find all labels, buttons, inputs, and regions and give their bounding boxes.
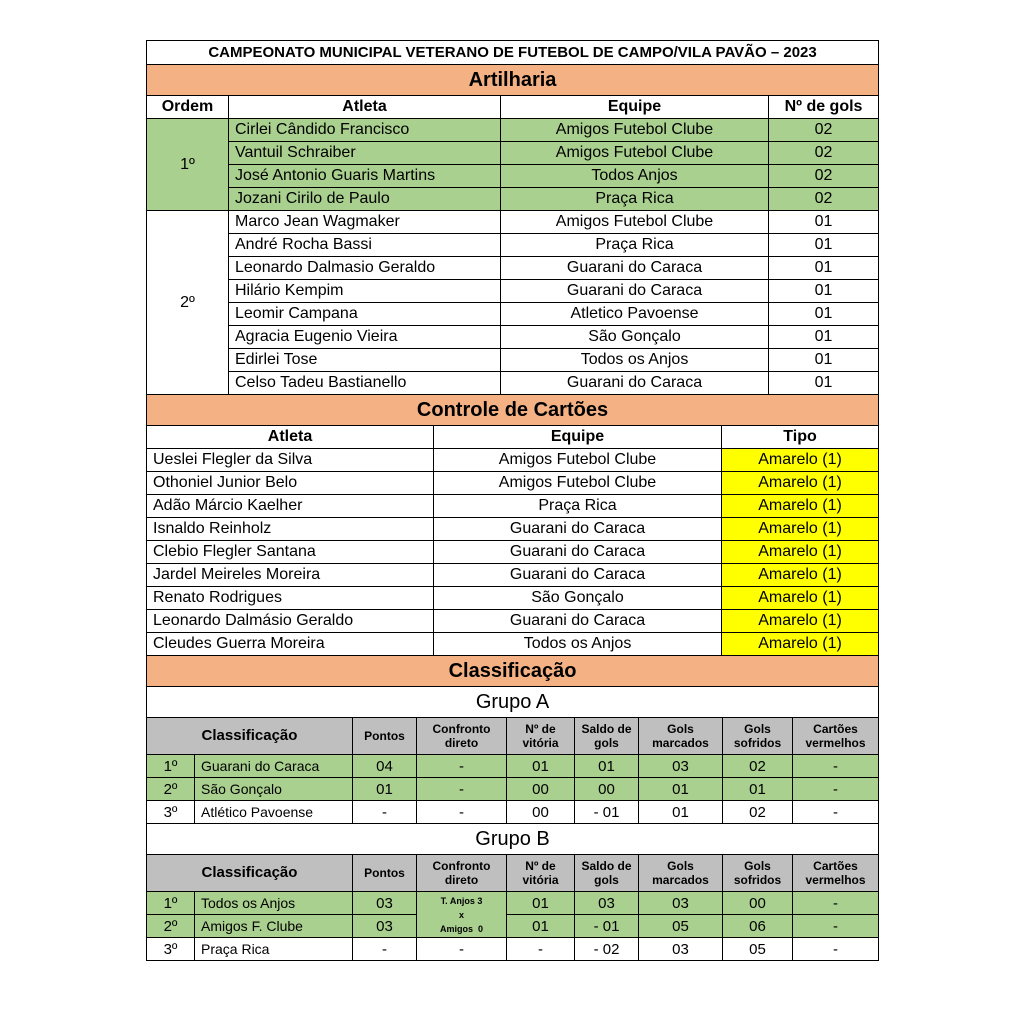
table-row (147, 755, 879, 778)
team-cell: Praça Rica (195, 938, 353, 961)
table-row (147, 165, 879, 188)
atleta-cell: Cleudes Guerra Moreira (147, 633, 434, 656)
atleta-cell: Jardel Meireles Moreira (147, 564, 434, 587)
table-row (147, 211, 879, 234)
sofridos-cell: 02 (723, 755, 793, 778)
group-title-b: Grupo B (147, 824, 879, 855)
sofridos-cell: 00 (723, 892, 793, 915)
atleta-cell: Hilário Kempim (229, 280, 501, 303)
table-row (147, 610, 879, 633)
header-ordem: Ordem (147, 96, 229, 119)
marcados-cell: 01 (639, 778, 723, 801)
header-confronto: Confronto direto (417, 855, 507, 892)
header-vermelhos: Cartões vermelhos (793, 718, 879, 755)
equipe-cell: Praça Rica (501, 234, 769, 257)
atleta-cell: Leomir Campana (229, 303, 501, 326)
gols-cell: 01 (769, 372, 879, 395)
pontos-cell: 01 (353, 778, 417, 801)
atleta-cell: Jozani Cirilo de Paulo (229, 188, 501, 211)
table-row (147, 564, 879, 587)
vitorias-cell: 00 (507, 801, 575, 824)
atleta-cell: Leonardo Dalmásio Geraldo (147, 610, 434, 633)
equipe-cell: Guarani do Caraca (434, 518, 722, 541)
table-row (147, 778, 879, 801)
card-type-cell: Amarelo (1) (722, 472, 879, 495)
artilharia-table (146, 40, 879, 395)
saldo-cell: - 02 (575, 938, 639, 961)
position-cell: 2º (147, 915, 195, 938)
classificacao-table (146, 655, 879, 961)
position-cell: 1º (147, 892, 195, 915)
atleta-cell: Marco Jean Wagmaker (229, 211, 501, 234)
sofridos-cell: 05 (723, 938, 793, 961)
equipe-cell: Guarani do Caraca (501, 372, 769, 395)
gols-cell: 01 (769, 257, 879, 280)
table-row (147, 119, 879, 142)
cartoes-table (146, 394, 879, 656)
table-row (147, 915, 879, 938)
team-cell: Guarani do Caraca (195, 755, 353, 778)
equipe-cell: Todos Anjos (501, 165, 769, 188)
vermelhos-cell: - (793, 892, 879, 915)
position-cell: 3º (147, 938, 195, 961)
equipe-cell: Guarani do Caraca (501, 280, 769, 303)
equipe-cell: Praça Rica (434, 495, 722, 518)
pontos-cell: 03 (353, 915, 417, 938)
confronto-direto-cell (417, 892, 507, 938)
section-title-classificacao: Classificação (147, 656, 879, 687)
table-row (147, 518, 879, 541)
header-marcados: Gols marcados (639, 718, 723, 755)
header-vermelhos: Cartões vermelhos (793, 855, 879, 892)
gols-cell: 01 (769, 303, 879, 326)
section-title-artilharia: Artilharia (147, 65, 879, 96)
atleta-cell: Vantuil Schraiber (229, 142, 501, 165)
table-row (147, 587, 879, 610)
card-type-cell: Amarelo (1) (722, 564, 879, 587)
header-saldo: Saldo de gols (575, 718, 639, 755)
saldo-cell: - 01 (575, 801, 639, 824)
marcados-cell: 01 (639, 801, 723, 824)
atleta-cell: Cirlei Cândido Francisco (229, 119, 501, 142)
position-cell: 2º (147, 778, 195, 801)
atleta-cell: José Antonio Guaris Martins (229, 165, 501, 188)
header-sofridos: Gols sofridos (723, 718, 793, 755)
confronto-line-2: x (458, 909, 464, 920)
saldo-cell: 01 (575, 755, 639, 778)
table-row (147, 234, 879, 257)
equipe-cell: Todos os Anjos (434, 633, 722, 656)
card-type-cell: Amarelo (1) (722, 518, 879, 541)
pontos-cell: 03 (353, 892, 417, 915)
confronto-line-1: T. Anjos 3 (440, 895, 483, 906)
equipe-cell: Guarani do Caraca (434, 564, 722, 587)
table-row (147, 188, 879, 211)
marcados-cell: 03 (639, 892, 723, 915)
card-type-cell: Amarelo (1) (722, 495, 879, 518)
sofridos-cell: 02 (723, 801, 793, 824)
team-cell: São Gonçalo (195, 778, 353, 801)
equipe-cell: Praça Rica (501, 188, 769, 211)
position-cell: 1º (147, 755, 195, 778)
sofridos-cell: 01 (723, 778, 793, 801)
pontos-cell: 04 (353, 755, 417, 778)
section-title-cartoes: Controle de Cartões (147, 395, 879, 426)
table-row (147, 541, 879, 564)
header-marcados: Gols marcados (639, 855, 723, 892)
header-atleta: Atleta (147, 426, 434, 449)
equipe-cell: Amigos Futebol Clube (501, 142, 769, 165)
table-row (147, 449, 879, 472)
saldo-cell: 00 (575, 778, 639, 801)
confronto-cell: - (417, 755, 507, 778)
gols-cell: 01 (769, 234, 879, 257)
gols-cell: 02 (769, 165, 879, 188)
table-row (147, 142, 879, 165)
position-cell: 3º (147, 801, 195, 824)
table-row (147, 326, 879, 349)
gols-cell: 01 (769, 211, 879, 234)
card-type-cell: Amarelo (1) (722, 449, 879, 472)
vermelhos-cell: - (793, 778, 879, 801)
atleta-cell: Leonardo Dalmasio Geraldo (229, 257, 501, 280)
pontos-cell: - (353, 938, 417, 961)
equipe-cell: Guarani do Caraca (434, 610, 722, 633)
vermelhos-cell: - (793, 755, 879, 778)
confronto-cell: - (417, 801, 507, 824)
vitorias-cell: 00 (507, 778, 575, 801)
table-row (147, 280, 879, 303)
document-sheet (146, 40, 878, 961)
header-confronto: Confronto direto (417, 718, 507, 755)
atleta-cell: Edirlei Tose (229, 349, 501, 372)
table-row (147, 303, 879, 326)
header-equipe: Equipe (434, 426, 722, 449)
gols-cell: 02 (769, 142, 879, 165)
equipe-cell: Amigos Futebol Clube (434, 449, 722, 472)
table-row (147, 495, 879, 518)
confronto-line-3: Amigos 0 (439, 923, 483, 934)
atleta-cell: André Rocha Bassi (229, 234, 501, 257)
table-row (147, 892, 879, 915)
vermelhos-cell: - (793, 801, 879, 824)
gols-cell: 01 (769, 349, 879, 372)
vitorias-cell: 01 (507, 892, 575, 915)
atleta-cell: Clebio Flegler Santana (147, 541, 434, 564)
equipe-cell: Guarani do Caraca (434, 541, 722, 564)
gols-cell: 02 (769, 188, 879, 211)
vermelhos-cell: - (793, 938, 879, 961)
confronto-cell: - (417, 778, 507, 801)
team-cell: Todos os Anjos (195, 892, 353, 915)
vitorias-cell: 01 (507, 915, 575, 938)
atleta-cell: Agracia Eugenio Vieira (229, 326, 501, 349)
pontos-cell: - (353, 801, 417, 824)
saldo-cell: 03 (575, 892, 639, 915)
equipe-cell: São Gonçalo (434, 587, 722, 610)
rank-cell: 1º (147, 119, 229, 211)
atleta-cell: Celso Tadeu Bastianello (229, 372, 501, 395)
atleta-cell: Adão Márcio Kaelher (147, 495, 434, 518)
header-classificacao: Classificação (147, 855, 353, 892)
vermelhos-cell: - (793, 915, 879, 938)
table-row (147, 349, 879, 372)
equipe-cell: Amigos Futebol Clube (434, 472, 722, 495)
table-row (147, 633, 879, 656)
header-pontos: Pontos (353, 855, 417, 892)
gols-cell: 01 (769, 326, 879, 349)
team-cell: Amigos F. Clube (195, 915, 353, 938)
equipe-cell: Amigos Futebol Clube (501, 211, 769, 234)
vitorias-cell: 01 (507, 755, 575, 778)
equipe-cell: Atletico Pavoense (501, 303, 769, 326)
header-sofridos: Gols sofridos (723, 855, 793, 892)
header-pontos: Pontos (353, 718, 417, 755)
card-type-cell: Amarelo (1) (722, 610, 879, 633)
equipe-cell: Guarani do Caraca (501, 257, 769, 280)
equipe-cell: Todos os Anjos (501, 349, 769, 372)
header-atleta: Atleta (229, 96, 501, 119)
header-tipo: Tipo (722, 426, 879, 449)
marcados-cell: 03 (639, 755, 723, 778)
atleta-cell: Othoniel Junior Belo (147, 472, 434, 495)
marcados-cell: 05 (639, 915, 723, 938)
header-classificacao: Classificação (147, 718, 353, 755)
card-type-cell: Amarelo (1) (722, 587, 879, 610)
equipe-cell: Amigos Futebol Clube (501, 119, 769, 142)
header-equipe: Equipe (501, 96, 769, 119)
vitorias-cell: - (507, 938, 575, 961)
gols-cell: 01 (769, 280, 879, 303)
page-title: CAMPEONATO MUNICIPAL VETERANO DE FUTEBOL DE CAMPO/VILA PAVÃO – 2023 (147, 41, 879, 65)
group-title-a: Grupo A (147, 687, 879, 718)
rank-cell: 2º (147, 211, 229, 395)
header-gols: Nº de gols (769, 96, 879, 119)
table-row (147, 801, 879, 824)
table-row (147, 472, 879, 495)
gols-cell: 02 (769, 119, 879, 142)
card-type-cell: Amarelo (1) (722, 541, 879, 564)
card-type-cell: Amarelo (1) (722, 633, 879, 656)
confronto-cell: - (417, 938, 507, 961)
sofridos-cell: 06 (723, 915, 793, 938)
header-saldo: Saldo de gols (575, 855, 639, 892)
atleta-cell: Renato Rodrigues (147, 587, 434, 610)
table-row (147, 257, 879, 280)
marcados-cell: 03 (639, 938, 723, 961)
team-cell: Atlético Pavoense (195, 801, 353, 824)
atleta-cell: Ueslei Flegler da Silva (147, 449, 434, 472)
table-row (147, 938, 879, 961)
table-row (147, 372, 879, 395)
equipe-cell: São Gonçalo (501, 326, 769, 349)
saldo-cell: - 01 (575, 915, 639, 938)
header-vitorias: Nº de vitória (507, 855, 575, 892)
atleta-cell: Isnaldo Reinholz (147, 518, 434, 541)
header-vitorias: Nº de vitória (507, 718, 575, 755)
